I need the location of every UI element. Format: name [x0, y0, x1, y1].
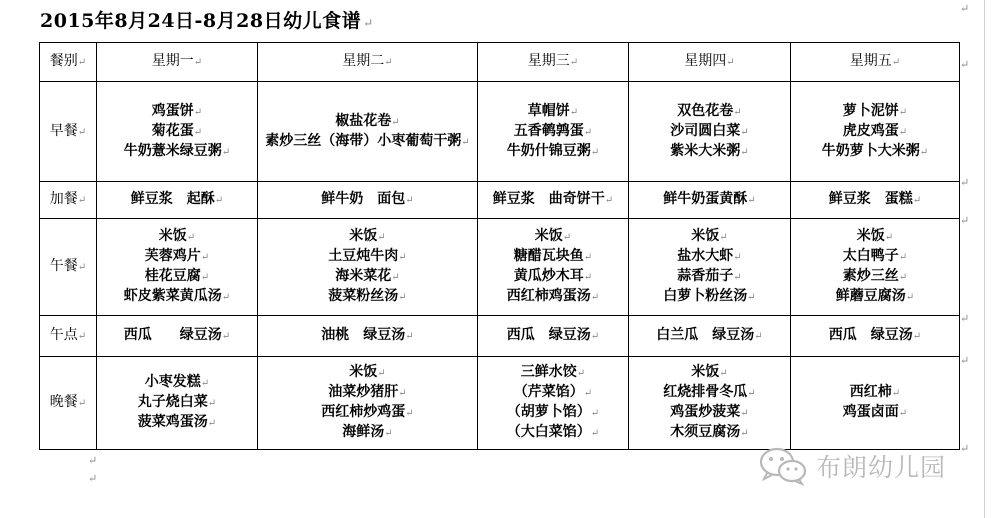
menu-table [39, 42, 960, 450]
header-day: 星期二↵ [258, 43, 478, 82]
menu-cell [478, 357, 629, 450]
paragraph-mark: ↵ [960, 312, 970, 325]
menu-cell [258, 182, 478, 219]
header-day: 星期三↵ [478, 43, 629, 82]
dish-text: 米饭↵ [158, 228, 196, 244]
dish-text: 土豆炖牛肉↵ [328, 248, 407, 264]
menu-cell [791, 82, 960, 182]
paragraph-mark: ↵ [960, 442, 970, 455]
dish-text: 小枣发糕↵ [144, 374, 210, 390]
dish-text: 沙司圆白菜↵ [670, 122, 749, 139]
meal-label: 午餐↵ [40, 219, 97, 316]
dish-text: 丸子烧白菜↵ [137, 394, 217, 410]
header-day: 星期四↵ [629, 43, 791, 82]
menu-cell [258, 316, 478, 357]
dish-text: （大白菜馅）↵ [506, 424, 600, 440]
paragraph-mark: ↵ [960, 214, 970, 227]
menu-cell [97, 219, 258, 316]
dish-text: 西瓜 绿豆汤↵ [828, 327, 922, 343]
dish-text: 糖醋瓦块鱼↵ [513, 248, 593, 264]
dish-text: 西瓜 绿豆汤↵ [123, 327, 231, 343]
menu-cell [478, 182, 629, 219]
dish-text: 五香鹌鹑蛋↵ [513, 122, 593, 139]
menu-cell [97, 182, 258, 219]
dish-text: 菠菜鸡蛋汤↵ [137, 414, 217, 430]
meal-label: 加餐↵ [40, 182, 97, 219]
dish-text: 米饭↵ [691, 228, 728, 244]
dish-text: 椒盐花卷↵ [335, 112, 400, 129]
dish-text: 鲜豆浆 曲奇饼干↵ [492, 191, 614, 207]
dish-text: 米饭↵ [349, 364, 386, 380]
dish-text: 鲜蘑豆腐汤↵ [835, 288, 915, 304]
dish-text: 桂花豆腐↵ [144, 268, 210, 284]
meal-row [40, 182, 960, 219]
paragraph-mark: ↵ [88, 454, 98, 467]
dish-text: 米饭↵ [534, 228, 572, 244]
dish-text: 鲜豆浆 蛋糕↵ [828, 191, 922, 207]
dish-text: 鲜豆浆 起酥↵ [130, 191, 224, 207]
watermark-text: 布朗幼儿园 [816, 453, 947, 482]
dish-text: 西红柿炒鸡蛋↵ [321, 404, 414, 420]
menu-cell [478, 219, 629, 316]
dish-text: 蒜香茄子↵ [677, 268, 742, 284]
menu-cell [791, 219, 960, 316]
dish-text: 草帽饼↵ [527, 102, 579, 119]
dish-text: 鸡蛋炒菠菜↵ [670, 404, 749, 420]
dish-text: 素炒三丝（海带）小枣葡萄干粥↵ [265, 132, 470, 149]
dish-text: 鲜牛奶蛋黄酥↵ [663, 191, 756, 207]
page-title: 2015年8月24日-8月28日幼儿食谱 ↵ [40, 10, 374, 32]
dish-text: 米饭↵ [856, 228, 894, 244]
dish-text: 油菜炒猪肝↵ [328, 384, 407, 400]
dish-text: 牛奶萝卜大米粥↵ [821, 142, 929, 159]
menu-cell [629, 82, 791, 182]
paragraph-mark: ↵ [960, 58, 970, 71]
dish-text: 牛奶薏米绿豆粥↵ [123, 142, 231, 159]
dish-text: 牛奶什锦豆粥↵ [506, 142, 600, 159]
menu-cell [97, 316, 258, 357]
dish-text: 西红柿↵ [849, 384, 901, 400]
menu-cell [97, 357, 258, 450]
dish-text: 白萝卜粉丝汤↵ [663, 288, 756, 304]
paragraph-mark: ↵ [960, 176, 970, 189]
dish-text: 紫米大米粥↵ [670, 142, 749, 159]
dish-text: 油桃 绿豆汤↵ [321, 327, 414, 343]
menu-cell [97, 82, 258, 182]
dish-text: 西红柿鸡蛋汤↵ [506, 288, 600, 304]
menu-cell [791, 182, 960, 219]
dish-text: 菊花蛋↵ [151, 122, 203, 139]
page-edge [984, 0, 985, 518]
dish-text: （芹菜馅）↵ [513, 384, 593, 400]
menu-cell [478, 316, 629, 357]
meal-label: 早餐↵ [40, 82, 97, 182]
dish-text: 素炒三丝↵ [842, 268, 908, 284]
dish-text: 西瓜 绿豆汤↵ [506, 327, 600, 343]
dish-text: 双色花卷↵ [677, 102, 742, 119]
dish-text: 鸡蛋卤面↵ [842, 404, 908, 420]
meal-row [40, 82, 960, 182]
dish-text: 三鲜水饺↵ [520, 364, 586, 380]
watermark [758, 446, 946, 486]
dish-text: 太白鸭子↵ [842, 248, 908, 264]
dish-text: 红烧排骨冬瓜↵ [663, 384, 756, 400]
dish-text: 海米菜花↵ [335, 268, 400, 284]
menu-cell [478, 82, 629, 182]
dish-text: 米饭↵ [349, 228, 386, 244]
header-day: 星期一↵ [97, 43, 258, 82]
dish-text: （胡萝卜馅）↵ [506, 404, 600, 420]
menu-cell [258, 357, 478, 450]
paragraph-mark: ↵ [88, 472, 98, 485]
dish-text: 木须豆腐汤↵ [670, 424, 749, 440]
menu-cell [258, 82, 478, 182]
menu-cell [629, 316, 791, 357]
meal-row [40, 357, 960, 450]
meal-label: 晚餐↵ [40, 357, 97, 450]
dish-text: 虎皮鸡蛋↵ [842, 122, 908, 139]
header-row [40, 43, 960, 82]
dish-text: 萝卜泥饼↵ [842, 102, 908, 119]
meal-row [40, 316, 960, 357]
dish-text: 黄瓜炒木耳↵ [513, 268, 593, 284]
meal-label: 午点↵ [40, 316, 97, 357]
menu-cell [629, 219, 791, 316]
dish-text: 海鲜汤↵ [342, 424, 393, 440]
dish-text: 菠菜粉丝汤↵ [328, 288, 407, 304]
header-category: 餐别↵ [40, 43, 97, 82]
dish-text: 鸡蛋饼↵ [151, 102, 203, 119]
paragraph-mark: ↵ [960, 354, 970, 367]
menu-cell [629, 357, 791, 450]
menu-cell [791, 357, 960, 450]
dish-text: 鲜牛奶 面包↵ [321, 191, 414, 207]
dish-text: 白兰瓜 绿豆汤↵ [656, 327, 763, 343]
paragraph-mark: ↵ [960, 2, 970, 15]
meal-row [40, 219, 960, 316]
menu-cell [258, 219, 478, 316]
menu-cell [629, 182, 791, 219]
dish-text: 芙蓉鸡片↵ [144, 248, 210, 264]
header-day: 星期五↵ [791, 43, 960, 82]
dish-text: 虾皮紫菜黄瓜汤↵ [123, 288, 231, 304]
dish-text: 米饭↵ [691, 364, 728, 380]
dish-text: 盐水大虾↵ [677, 248, 742, 264]
menu-cell [791, 316, 960, 357]
wechat-icon [758, 446, 808, 486]
